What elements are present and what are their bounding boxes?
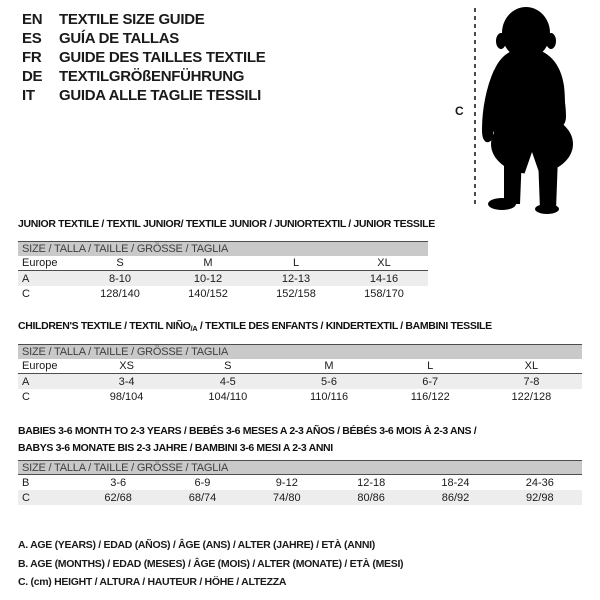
height-measure-dashed-line <box>474 8 476 206</box>
baby-silhouette-icon <box>480 4 584 216</box>
age-cell: 8-10 <box>108 272 132 285</box>
height-cell: 104/110 <box>208 390 248 403</box>
age-cell: 3-6 <box>110 476 127 489</box>
footnote-a: A. AGE (YEARS) / EDAD (AÑOS) / ÂGE (ANS) / ALTER (JAHRE) / ETÀ (ANNI) <box>18 539 375 551</box>
age-cell: 6-7 <box>422 375 439 388</box>
size-cell: XS <box>119 360 134 372</box>
height-cell: 110/116 <box>309 390 349 403</box>
legend-code: DE <box>22 68 43 85</box>
height-cell: 98/104 <box>109 390 144 403</box>
age-cell: 18-24 <box>441 476 470 489</box>
age-cell: 3-4 <box>118 375 135 388</box>
legend-code: IT <box>22 87 35 104</box>
row-label: A <box>22 272 30 285</box>
legend-text: TEXTILE SIZE GUIDE <box>59 11 205 28</box>
babies-title-line2: BABYS 3-6 MONATE BIS 2-3 JAHRE / BAMBINI 3-6 MESI A 2-3 ANNI <box>18 442 333 454</box>
table-row-age <box>18 374 582 389</box>
age-cell: 7-8 <box>523 375 540 388</box>
height-measure-label: C <box>455 104 464 118</box>
row-label: B <box>22 476 30 489</box>
size-cell: M <box>324 360 334 372</box>
babies-title-line1: BABIES 3-6 MONTH TO 2-3 YEARS / BEBÉS 3-6 MESES A 2-3 AÑOS / BÉBÉS 3-6 MOIS À 2-3 ANS / <box>18 425 477 437</box>
height-cell: 140/152 <box>188 287 228 300</box>
height-cell: 68/74 <box>188 491 217 504</box>
legend-row-en <box>22 10 265 29</box>
legend-row-it <box>22 86 265 105</box>
height-cell: 122/128 <box>511 390 552 403</box>
height-cell: 128/140 <box>100 287 140 300</box>
table-row-europe <box>18 359 582 374</box>
height-cell: 152/158 <box>276 287 316 300</box>
legend-row-de <box>22 67 265 86</box>
legend-text: GUIDE DES TAILLES TEXTILE <box>59 49 266 66</box>
height-cell: 62/68 <box>104 491 132 504</box>
legend-row-fr <box>22 48 265 67</box>
table-row-age-months <box>18 475 582 490</box>
size-cell: L <box>292 257 300 269</box>
row-label: Europe <box>22 360 58 372</box>
age-cell: 4-5 <box>219 375 236 388</box>
legend-text: TEXTILGRÖßENFÜHRUNG <box>59 68 245 85</box>
babies-table-title <box>18 423 578 457</box>
height-cell: 80/86 <box>357 491 385 504</box>
height-cell: 92/98 <box>526 491 554 504</box>
children-title-subscript: /A <box>190 324 198 333</box>
legend-row-es <box>22 29 265 48</box>
age-cell: 24-36 <box>525 476 554 489</box>
height-cell: 74/80 <box>273 491 301 504</box>
age-cell: 12-18 <box>357 476 386 489</box>
size-header-bar: SIZE / TALLA / TAILLE / GRÖSSE / TAGLIA <box>18 241 428 256</box>
legend-code: ES <box>22 30 42 47</box>
footnotes <box>18 536 403 592</box>
legend-text: GUIDA ALLE TAGLIE TESSILI <box>59 87 261 104</box>
age-cell: 6-9 <box>194 476 211 489</box>
height-cell: 86/92 <box>441 491 470 504</box>
size-cell: M <box>203 257 213 269</box>
table-row-height <box>18 389 582 404</box>
row-label: C <box>22 491 30 504</box>
children-size-table <box>18 344 582 404</box>
children-title-pre: CHILDREN'S TEXTILE / TEXTIL NIÑO <box>18 320 191 332</box>
row-label: C <box>22 390 30 403</box>
age-cell: 10-12 <box>193 272 223 285</box>
size-cell: S <box>116 257 124 269</box>
legend-code: FR <box>22 49 42 66</box>
size-cell: XL <box>524 360 539 372</box>
size-header-bar: SIZE / TALLA / TAILLE / GRÖSSE / TAGLIA <box>18 344 582 359</box>
table-row-height <box>18 490 582 505</box>
footnote-b: B. AGE (MONTHS) / EDAD (MESES) / ÂGE (MOIS) / ALTER (MONATE) / ETÀ (MESI) <box>18 557 404 570</box>
table-row-age <box>18 271 428 286</box>
size-cell: S <box>224 360 232 372</box>
junior-table-title: JUNIOR TEXTILE / TEXTIL JUNIOR/ TEXTILE JUNIOR / JUNIORTEXTIL / JUNIOR TESSILE <box>18 218 435 230</box>
row-label: Europe <box>22 257 58 269</box>
size-header-bar: SIZE / TALLA / TAILLE / GRÖSSE / TAGLIA <box>18 460 582 475</box>
legend-text: GUÍA DE TALLAS <box>59 30 179 47</box>
height-cell: 158/170 <box>364 287 404 300</box>
size-cell: L <box>427 360 434 372</box>
height-cell: 116/122 <box>410 390 450 403</box>
children-title-post: / TEXTILE DES ENFANTS / KINDERTEXTIL / BAMBINI TESSILE <box>197 320 492 332</box>
age-cell: 5-6 <box>321 375 337 388</box>
age-cell: 14-16 <box>369 272 399 285</box>
table-row-height <box>18 286 428 301</box>
row-label: A <box>22 375 30 388</box>
junior-size-table <box>18 241 428 301</box>
age-cell: 12-13 <box>281 272 311 285</box>
legend-code: EN <box>22 11 43 28</box>
babies-size-table <box>18 460 582 505</box>
age-cell: 9-12 <box>275 476 298 489</box>
children-table-title <box>18 320 492 333</box>
table-row-europe <box>18 256 428 271</box>
row-label: C <box>22 287 30 300</box>
footnote-c: C. (cm) HEIGHT / ALTURA / HAUTEUR / HÖHE / ALTEZZA <box>18 576 287 588</box>
language-legend <box>22 10 265 105</box>
size-cell: XL <box>377 257 391 269</box>
